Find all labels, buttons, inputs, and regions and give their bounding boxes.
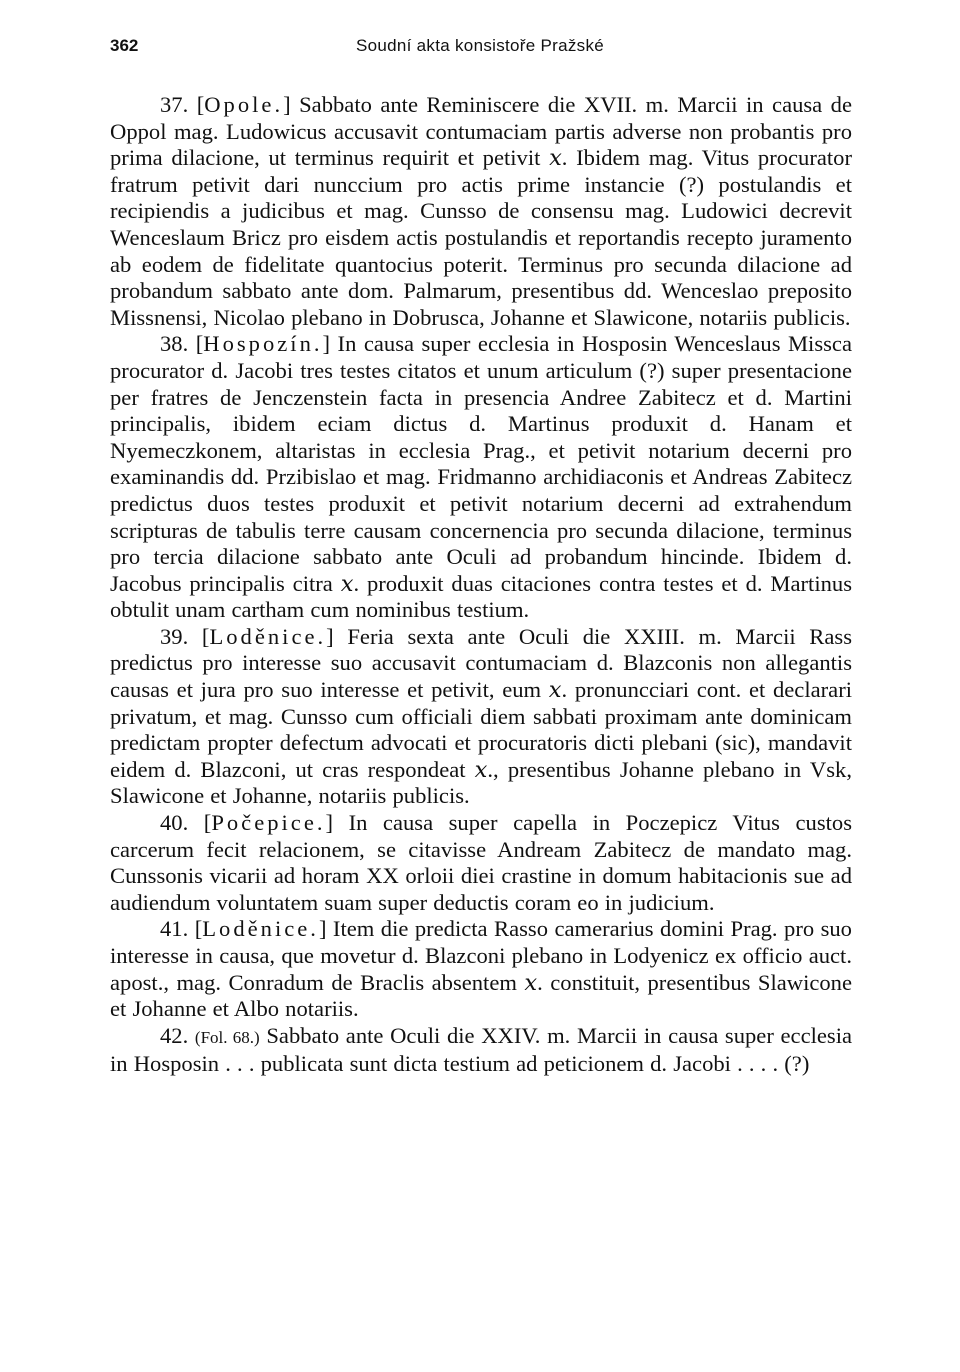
entry-text: Feria sexta ante Oculi die XXIII. m. Marcii Rass predictus pro interesse suo accusavit contumaciam d. Blazconis non allegantis causas et jura pro suo interesse et petivit, eum 𝑥. pronuncciari cont. et declarari privatum, et mag. Cunsso cum officiali diem sabbati proximam ante dominicam predictam propter defectum advocati et procuratoris dicti plebani (sic), mandavit eidem d. Blazconi, ut cras respondeat 𝑥., presentibus Johanne plebano in Vsk, Slawicone et Johanne, notariis publicis. [110, 623, 852, 809]
place-name: Loděnice. [202, 916, 319, 942]
entry-text: In causa super capella in Poczepicz Vitus custos carcerum fecit relacionem, se citavisse Andream Zabitecz de mandato mag. Cunssonis vicarii ad horam XX orloii diei crastine in domum habitacionis sue ad audiendum voluntatem suam super deductis coram eo in judicium. [110, 810, 852, 915]
entry-41: 41. [Loděnice.] Item die predicta Rasso camerarius domini Prag. pro suo interesse in causa, que movetur d. Blazconi plebano in Lodyenicz ex officio auct. apost., mag. Conradum de Braclis absentem 𝑥. constituit, presentibus Slawicone et Johanne et Albo notariis. [110, 916, 852, 1022]
folio-reference: (Fol. 68.) [194, 1027, 260, 1047]
entry-39: 39. [Loděnice.] Feria sexta ante Oculi die XXIII. m. Marcii Rass predictus pro interesse suo accusavit contumaciam d. Blazconis non allegantis causas et jura pro suo interesse et petivit, eum 𝑥. pronuncciari cont. et declarari privatum, et mag. Cunsso cum officiali diem sabbati proximam ante dominicam predictam propter defectum advocati et procuratoris dicti plebani (sic), mandavit eidem d. Blazconi, ut cras respondeat 𝑥., presentibus Johanne plebano in Vsk, Slawicone et Johanne, notariis publicis. [110, 623, 852, 809]
entry-42 [110, 1023, 852, 1078]
page-number: 362 [110, 36, 139, 55]
entry-number: 40. [160, 810, 189, 836]
entry-number: 37. [160, 92, 189, 117]
entry-number: 39. [160, 623, 189, 649]
document-body [110, 92, 852, 1078]
place-name: Hospozín. [203, 331, 323, 357]
entry-37: 37. [Opole.] Sabbato ante Reminiscere die XVII. m. Marcii in causa de Oppol mag. Ludowicus accusavit contumaciam partis adverse non probantis pro prima dilacione, ut terminus requirit et petivit 𝑥. Ibidem mag. Vitus procurator fratrum petivit dari nunccium pro actis prime instancie (?) postulandis et recipiendis a judicibus et mag. Cunsso de consensu mag. Ludowici decrevit Wenceslaum Bricz pro eisdem actis postulandis et reportandis recepto juramento ab eodem de fidelitate quantocius poterit. Terminus pro secunda dilacione ad probandum sabbato ante dom. Palmarum, presentibus dd. Wenceslao preposito Missnensi, Nicolao plebano in Dobrusca, Johanne et Slawicone, notariis publicis. [110, 92, 852, 330]
entry-number: 38. [160, 331, 189, 357]
entry-text: Item die predicta Rasso camerarius domini Prag. pro suo interesse in causa, que movetur d. Blazconi plebano in Lodyenicz ex officio auct. apost., mag. Conradum de Braclis absentem 𝑥. constituit, presentibus Slawicone et Johanne et Albo notariis. [110, 916, 852, 1022]
place-name: Počepice. [211, 810, 326, 836]
entry-text: In causa super ecclesia in Hosposin Wenceslaus Missca procurator d. Jacobi tres testes citatos et unum articulum (?) super presentacione per fratres de Jenczenstein facta in presencia Andree Zabitecz et d. Martini principalis, ibidem eciam dictus d. Martinus produxit d. Hanam et Nyemeczkonem, altaristas in ecclesia Prag., et petivit notarium decerni pro examinandis dd. Przibislao et mag. Fridmanno archidiaconis et Andreas Zabitecz predictus duos testes produxit et petivit notarium decerni ad extrahendum scripturas de tabulis terre causam concernencia pro secunda dilacione, terminus pro tercia dilacione sabbato ante Oculi ad probandum hincinde. Ibidem d. Jacobus principalis citra 𝑥. produxit duas citaciones contra testes et d. Martinus obtulit unam cartham cum nominibus testium. [110, 331, 852, 623]
entry-40: 40. [Počepice.] In causa super capella in Poczepicz Vitus custos carcerum fecit relacionem, se citavisse Andream Zabitecz de mandato mag. Cunssonis vicarii ad horam XX orloii diei crastine in domum habitacionis sue ad audiendum voluntatem suam super deductis coram eo in judicium. [110, 810, 852, 915]
entry-number: 41. [160, 916, 189, 942]
page-header [110, 36, 850, 60]
entry-text: Sabbato ante Oculi die XXIV. m. Marcii in causa super ecclesia in Hosposin . . . publicata sunt dicta testium ad peticionem d. Jacobi . . . . (?) [110, 1022, 853, 1077]
place-name: Loděnice. [209, 623, 327, 649]
entry-number: 42. [160, 1022, 189, 1048]
running-title: Soudní akta konsistoře Pražské [355, 36, 605, 55]
place-name: Opole. [204, 92, 284, 117]
entry-text: Sabbato ante Reminiscere die XVII. m. Marcii in causa de Oppol mag. Ludowicus accusavit contumaciam partis adverse non probantis pro prima dilacione, ut terminus requirit et petivit 𝑥. Ibidem mag. Vitus procurator fratrum petivit dari nunccium pro actis prime instancie (?) postulandis et recipiendis a judicibus et mag. Cunsso de consensu mag. Ludowici decrevit Wenceslaum Bricz pro eisdem actis postulandis et reportandis recepto juramento ab eodem de fidelitate quantocius poterit. Terminus pro secunda dilacione ad probandum sabbato ante dom. Palmarum, presentibus dd. Wenceslao preposito Missnensi, Nicolao plebano in Dobrusca, Johanne et Slawicone, notariis publicis. [110, 92, 852, 330]
entry-38: 38. [Hospozín.] In causa super ecclesia in Hosposin Wenceslaus Missca procurator d. Jacobi tres testes citatos et unum articulum (?) super presentacione per fratres de Jenczenstein facta in presencia Andree Zabitecz et d. Martini principalis, ibidem eciam dictus d. Martinus produxit d. Hanam et Nyemeczkonem, altaristas in ecclesia Prag., et petivit notarium decerni pro examinandis dd. Przibislao et mag. Fridmanno archidiaconis et Andreas Zabitecz predictus duos testes produxit et petivit notarium decerni ad extrahendum scripturas de tabulis terre causam concernencia pro secunda dilacione, terminus pro tercia dilacione sabbato ante Oculi ad probandum hincinde. Ibidem d. Jacobus principalis citra 𝑥. produxit duas citaciones contra testes et d. Martinus obtulit unam cartham cum nominibus testium. [110, 331, 852, 623]
